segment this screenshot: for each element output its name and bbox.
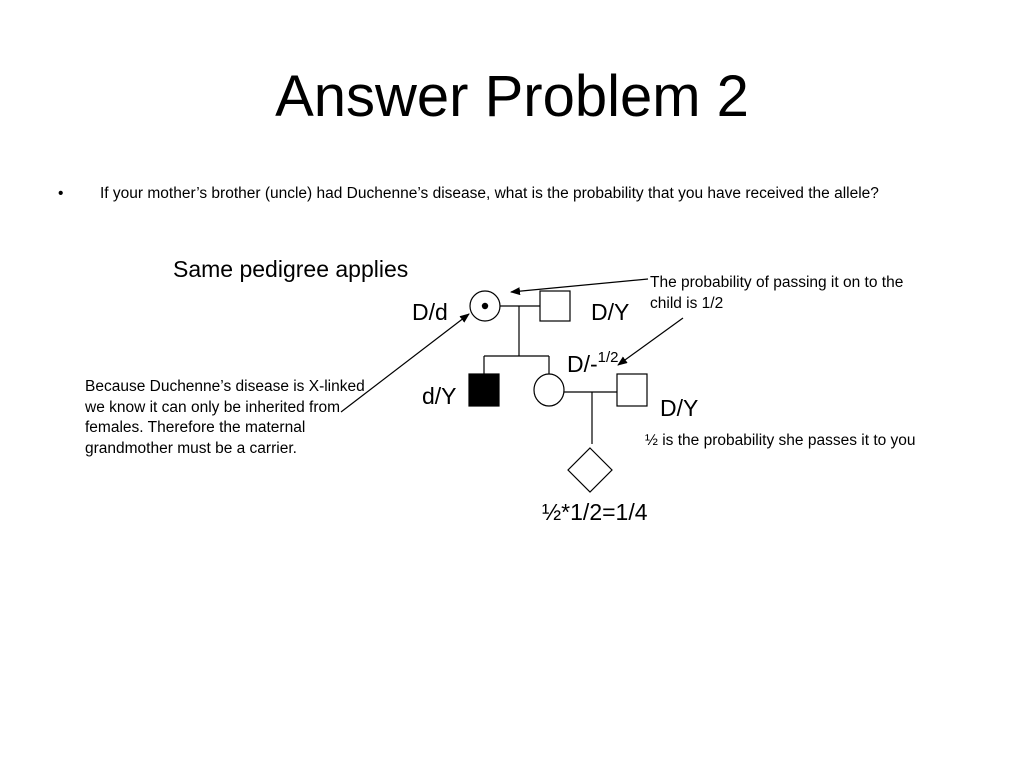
mother-genotype: D/- — [567, 351, 598, 377]
grandmother-genotype: D/d — [412, 299, 448, 325]
uncle-genotype: d/Y — [422, 383, 457, 409]
x-linked-explanation-note: Because Duchenne’s disease is X-linked we know it can only be inherited from females. Therefore the maternal grandmother must be a carrier. — [85, 378, 365, 457]
pedigree-heading: Same pedigree applies — [173, 256, 409, 282]
mother-genotype-label — [567, 350, 619, 382]
grandmother-carrier-symbol — [470, 291, 500, 321]
grandfather-genotype: D/Y — [591, 299, 630, 325]
passing-probability-note: The probability of passing it on to the child is 1/2 — [650, 274, 904, 312]
arrow-to-grandmother-from-note — [511, 279, 648, 292]
bullet-marker: • — [58, 185, 64, 202]
mother-probability-superscript: 1/2 — [597, 349, 619, 366]
grandfather-symbol — [540, 291, 570, 321]
uncle-affected-symbol — [469, 374, 499, 406]
mother-symbol — [534, 374, 564, 406]
father-symbol — [617, 374, 647, 406]
question-text: If your mother’s brother (uncle) had Duchenne’s disease, what is the probability that you have received the allele? — [100, 185, 879, 202]
mother-passes-note: ½ is the probability she passes it to you — [645, 432, 916, 449]
father-genotype: D/Y — [660, 395, 699, 421]
result-calculation: ½*1/2=1/4 — [542, 499, 648, 525]
slide-title: Answer Problem 2 — [275, 64, 749, 129]
child-diamond-symbol — [568, 448, 612, 492]
